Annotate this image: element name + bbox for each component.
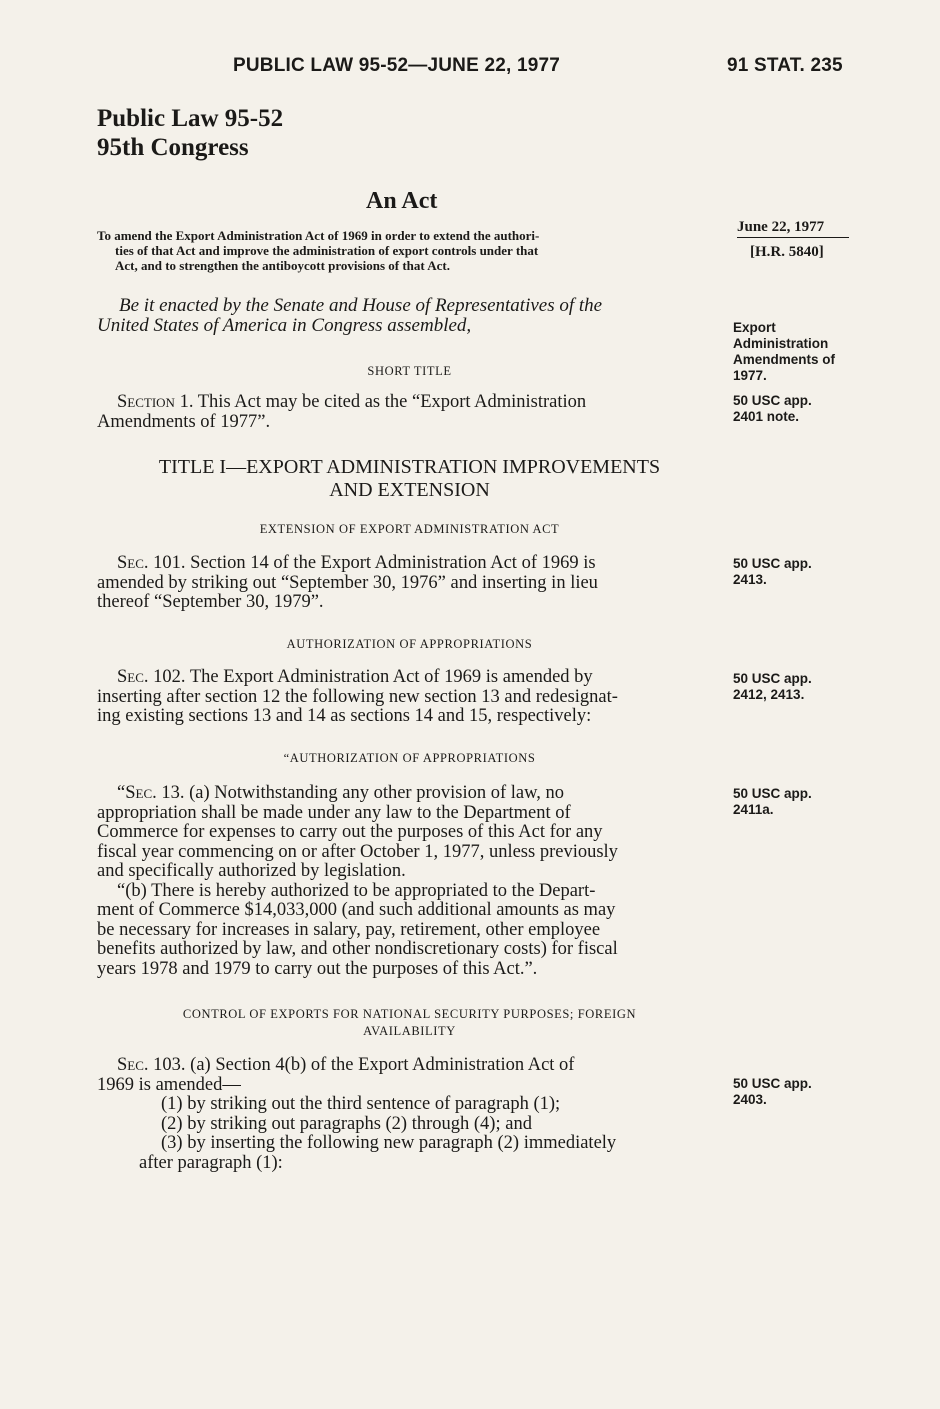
title-i-heading [97,456,722,502]
sec-13-caption: “AUTHORIZATION OF APPROPRIATIONS [283,751,536,765]
section-text: amended by striking out “September 30, 1976” and inserting in lieu [97,572,598,593]
margin-line: 1977. [733,368,767,383]
section-103 [97,1056,722,1173]
list-item: (2) by striking out paragraphs (2) through (4); and [161,1113,532,1134]
section-1 [97,393,722,432]
section-label: “Sec. 13. [117,783,185,803]
short-title-caption: SHORT TITLE [367,364,452,378]
list-item: after paragraph (1): [139,1152,283,1173]
purpose-line: To amend the Export Administration Act of 1969 in order to extend the authori- [97,228,540,243]
enacting-line: United States of America in Congress assembled, [97,314,472,336]
enacting-line: Be it enacted by the Senate and House of Representatives of the [119,295,603,316]
list-item: (1) by striking out the third sentence of paragraph (1); [161,1094,561,1114]
section-text: fiscal year commencing on or after October 1, 1977, unless previously [97,841,618,862]
margin-line: 2412, 2413. [733,687,805,702]
margin-note-short-title [733,320,835,384]
section-label: Section 1. [117,392,194,412]
margin-line: 2413. [733,572,767,587]
sec-101-caption: EXTENSION OF EXPORT ADMINISTRATION ACT [259,522,560,536]
margin-line: 50 USC app. [733,393,812,408]
section-text: The Export Administration Act of 1969 is amended by [189,667,593,687]
section-text: be necessary for increases in salary, pay, retirement, other employee [97,919,601,940]
section-text: and specifically authorized by legislation. [97,861,406,881]
margin-line: Administration [733,336,829,351]
enacting-clause [97,296,722,335]
margin-line: 2401 note. [733,409,800,424]
margin-note-usc-1 [733,393,812,425]
margin-note-usc-3 [733,671,812,703]
purpose-paragraph [97,228,722,273]
section-text: ing existing sections 13 and 14 as sections 14 and 15, respectively: [97,706,592,726]
section-text: This Act may be cited as the “Export Administration [197,392,587,412]
title-line: AND EXTENSION [329,479,490,501]
margin-line: Export [733,320,776,335]
section-text: ment of Commerce $14,033,000 (and such additional amounts as may [97,900,616,920]
running-header-left: PUBLIC LAW 95-52—JUNE 22, 1977 [233,55,561,76]
margin-line: Amendments of [733,352,836,367]
public-law-number: Public Law 95-52 [97,105,284,132]
section-text: Commerce for expenses to carry out the purposes of this Act for any [97,822,603,842]
margin-note-usc-2 [733,556,812,588]
act-heading: An Act [366,188,438,214]
margin-line: 50 USC app. [733,556,812,571]
margin-note-usc-4 [733,786,812,818]
section-102 [97,668,722,727]
margin-line: 2403. [733,1092,767,1107]
margin-line: 2411a. [733,802,774,817]
congress-label: 95th Congress [97,134,249,161]
caption-line: AVAILABILITY [363,1024,456,1038]
section-text: Section 14 of the Export Administration Act of 1969 is [190,553,596,573]
section-text: years 1978 and 1979 to carry out the purposes of this Act.”. [97,958,538,979]
sec-103-caption [97,1006,722,1040]
margin-note-usc-5 [733,1076,812,1108]
margin-line: 50 USC app. [733,786,812,801]
section-label: Sec. 102. [117,667,186,687]
section-text: inserting after section 12 the following new section 13 and redesignat- [97,686,618,707]
margin-line: 50 USC app. [733,1076,812,1091]
purpose-line: Act, and to strengthen the antiboycott provisions of that Act. [115,258,450,273]
title-line: TITLE I—EXPORT ADMINISTRATION IMPROVEMENTS [158,456,661,478]
caption-line: CONTROL OF EXPORTS FOR NATIONAL SECURITY PURPOSES; FOREIGN [182,1007,637,1021]
section-label: Sec. 103. [117,1055,186,1075]
section-text: appropriation shall be made under any law to the Department of [97,802,571,823]
section-label: Sec. 101. [117,553,186,573]
section-text: 1969 is amended— [97,1074,241,1095]
section-text: (a) Notwithstanding any other provision of law, no [189,783,565,803]
bill-number: [H.R. 5840] [750,244,824,260]
purpose-line: ties of that Act and improve the administration of export controls under that [115,243,539,258]
section-text: “(b) There is hereby authorized to be appropriated to the Depart- [117,880,596,901]
section-text: thereof “September 30, 1979”. [97,592,324,612]
approval-date: June 22, 1977 [737,219,849,238]
section-text: (a) Section 4(b) of the Export Administration Act of [190,1055,575,1075]
running-header-right: 91 STAT. 235 [727,55,843,76]
list-item: (3) by inserting the following new paragraph (2) immediately [161,1133,617,1153]
section-101 [97,554,722,613]
section-text: Amendments of 1977”. [97,411,271,432]
section-text: benefits authorized by law, and other nondiscretionary costs) for fiscal [97,939,618,959]
margin-line: 50 USC app. [733,671,812,686]
sec-102-caption: AUTHORIZATION OF APPROPRIATIONS [286,637,533,651]
section-13 [97,784,722,979]
